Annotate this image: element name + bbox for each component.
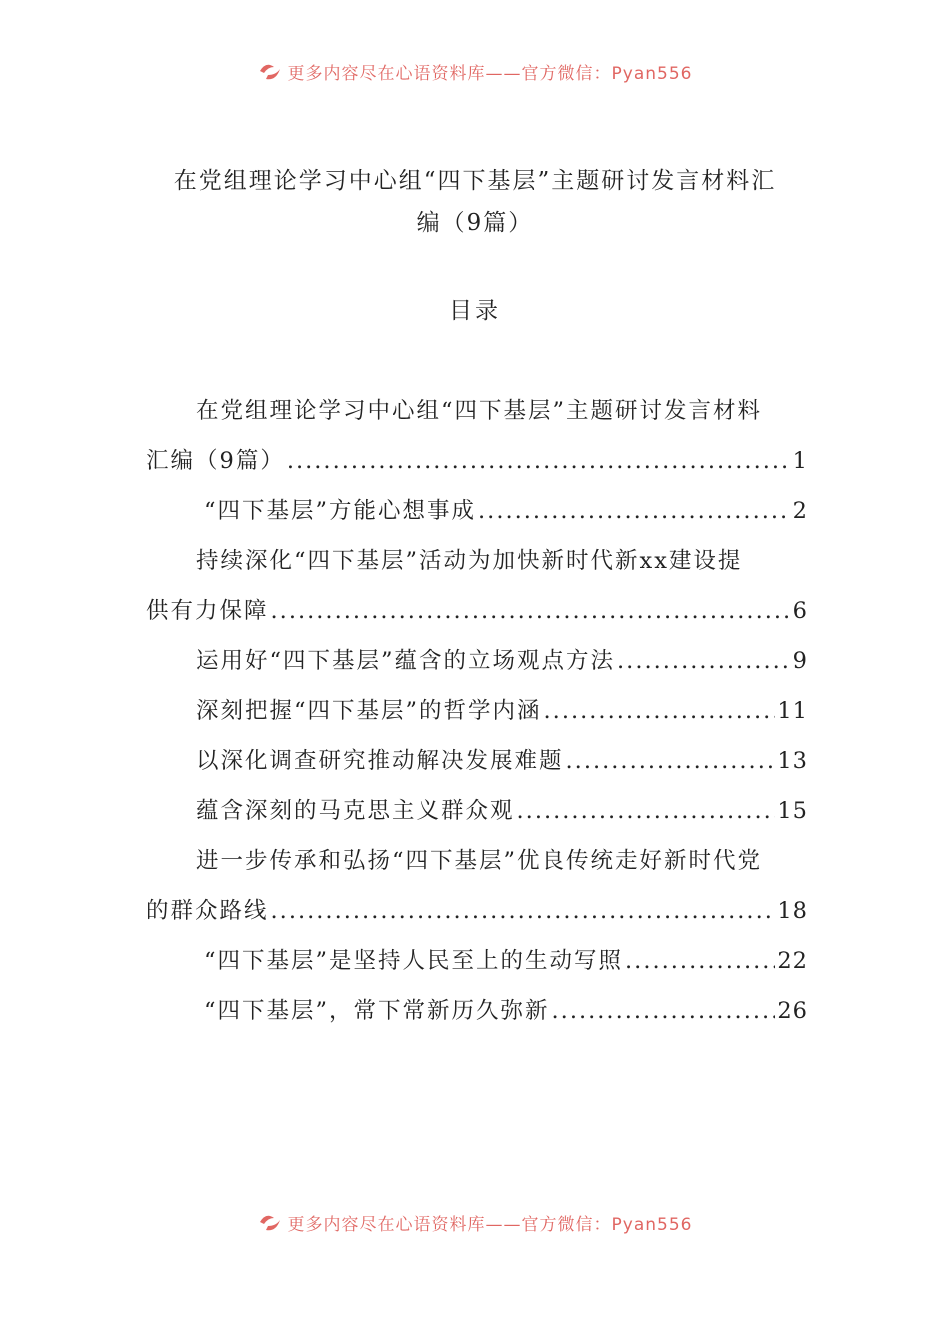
watermark-text: 更多内容尽在心语资料库——官方微信：Pyan556: [287, 63, 693, 84]
toc-page-number: 9: [792, 648, 808, 674]
watermark-text: 更多内容尽在心语资料库——官方微信：Pyan556: [287, 1214, 693, 1235]
title-line-2: 编（9篇）: [416, 210, 534, 236]
logo-icon: [258, 1212, 282, 1232]
toc-entry-title: “四下基层”是坚持人民至上的生动写照: [204, 948, 624, 974]
toc-entry-title: 蕴含深刻的马克思主义群众观: [196, 798, 515, 824]
watermark-bottom: [0, 1209, 950, 1235]
toc-entry-title: “四下基层”，常下常新历久弥新: [204, 998, 550, 1024]
logo-icon: [258, 61, 282, 81]
table-of-contents: [146, 386, 808, 1036]
toc-entry-title: 以深化调查研究推动解决发展难题: [196, 748, 564, 774]
toc-leader-dots: [544, 686, 776, 736]
toc-entry[interactable]: [146, 536, 808, 636]
toc-entry-title-cont: 汇编（9篇）: [146, 448, 285, 474]
toc-entry[interactable]: [146, 786, 808, 836]
toc-entry[interactable]: [146, 736, 808, 786]
toc-entry[interactable]: [146, 936, 808, 986]
toc-entry-title: 深刻把握“四下基层”的哲学内涵: [196, 698, 542, 724]
toc-page-number: 11: [777, 698, 808, 724]
toc-leader-dots: [271, 886, 776, 936]
toc-entry-title: 持续深化“四下基层”活动为加快新时代新xx建设提: [196, 548, 743, 574]
title-line-1: 在党组理论学习中心组“四下基层”主题研讨发言材料汇: [173, 168, 777, 194]
toc-entry-title-cont: 的群众路线: [146, 898, 269, 924]
document-title: [150, 160, 800, 244]
toc-entry[interactable]: [146, 486, 808, 536]
toc-entry-title: 在党组理论学习中心组“四下基层”主题研讨发言材料: [196, 398, 763, 424]
toc-page-number: 26: [777, 998, 808, 1024]
toc-page-number: 6: [792, 598, 808, 624]
toc-entry[interactable]: [146, 986, 808, 1036]
toc-leader-dots: [625, 936, 775, 986]
toc-leader-dots: [271, 586, 791, 636]
toc-leader-dots: [617, 636, 791, 686]
toc-page-number: 18: [777, 898, 808, 924]
toc-entry[interactable]: [146, 686, 808, 736]
toc-entry-title-cont: 供有力保障: [146, 598, 269, 624]
toc-leader-dots: [478, 486, 791, 536]
toc-entry[interactable]: [146, 836, 808, 936]
toc-page-number: 13: [777, 748, 808, 774]
toc-leader-dots: [552, 986, 776, 1036]
toc-leader-dots: [287, 436, 791, 486]
toc-entry[interactable]: [146, 386, 808, 486]
toc-entry-title: “四下基层”方能心想事成: [204, 498, 477, 524]
toc-page-number: 15: [777, 798, 808, 824]
toc-entry-title: 运用好“四下基层”蕴含的立场观点方法: [196, 648, 616, 674]
toc-heading: 目录: [449, 298, 501, 324]
toc-leader-dots: [566, 736, 776, 786]
toc-page-number: 2: [792, 498, 808, 524]
toc-leader-dots: [517, 786, 776, 836]
toc-page-number: 1: [792, 448, 808, 474]
watermark-top: [0, 58, 950, 84]
toc-page-number: 22: [777, 948, 808, 974]
toc-entry-title: 进一步传承和弘扬“四下基层”优良传统走好新时代党: [196, 848, 763, 874]
toc-entry[interactable]: [146, 636, 808, 686]
